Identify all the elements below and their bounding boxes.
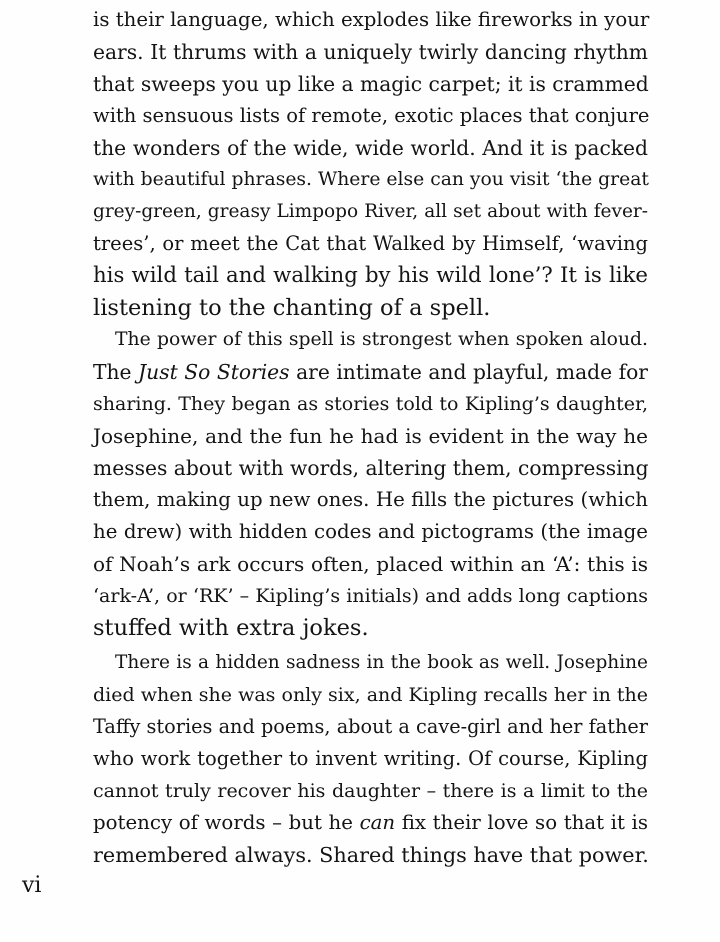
emphasis-italic: can — [359, 811, 396, 834]
text-span: fix their love so that it is — [395, 811, 648, 834]
text-line: messes about with words, altering them, compressing — [93, 456, 649, 480]
text-line: stuffed with extra jokes. — [93, 615, 369, 641]
text-line: listening to the chanting of a spell. — [93, 295, 491, 321]
text-line: Taffy stories and poems, about a cave-girl and her father — [93, 715, 648, 738]
page-number: vi — [22, 873, 42, 898]
text-line — [93, 356, 648, 388]
text-span: are intimate and playful, made for — [289, 360, 648, 384]
text-line: with sensuous lists of remote, exotic places that conjure — [93, 104, 650, 127]
text-line: with beautiful phrases. Where else can you visit ‘the great — [93, 169, 649, 190]
text-line: There is a hidden sadness in the book as well. Josephine — [115, 652, 648, 673]
text-line: of Noah’s ark occurs often, placed within an ‘A’: this is — [93, 552, 648, 576]
text-line: who work together to invent writing. Of course, Kipling — [93, 747, 648, 770]
text-line: trees’, or meet the Cat that Walked by Himself, ‘waving — [93, 232, 648, 255]
text-line: sharing. They began as stories told to Kipling’s daughter, — [93, 393, 648, 415]
text-line: them, making up new ones. He fills the pictures (which — [93, 488, 648, 511]
text-line: The power of this spell is strongest when spoken aloud. — [115, 329, 648, 350]
text-line: remembered always. Shared things have that power. — [93, 843, 649, 867]
text-line: his wild tail and walking by his wild lone’? It is like — [93, 263, 648, 288]
text-line: grey-green, greasy Limpopo River, all set about with fever- — [93, 201, 648, 222]
text-line: died when she was only six, and Kipling recalls her in the — [93, 684, 648, 706]
book-title-italic: Just So Stories — [138, 360, 290, 384]
text-line: cannot truly recover his daughter – there is a limit to the — [93, 780, 648, 802]
text-line: is their language, which explodes like fireworks in your — [93, 8, 650, 31]
text-line: he drew) with hidden codes and pictograms (the image — [93, 520, 648, 543]
text-line: the wonders of the wide, wide world. And it is packed — [93, 136, 648, 160]
text-span: The — [93, 360, 139, 384]
text-line: Josephine, and the fun he had is evident in the way he — [93, 424, 648, 448]
text-line: ears. It thrums with a uniquely twirly dancing rhythm — [93, 40, 648, 64]
text-span: potency of words – but he — [93, 811, 360, 834]
text-line — [93, 807, 648, 839]
text-line: ‘ark-A’, or ‘RK’ – Kipling’s initials) and adds long captions — [93, 585, 648, 607]
text-line: that sweeps you up like a magic carpet; it is crammed — [93, 72, 649, 96]
